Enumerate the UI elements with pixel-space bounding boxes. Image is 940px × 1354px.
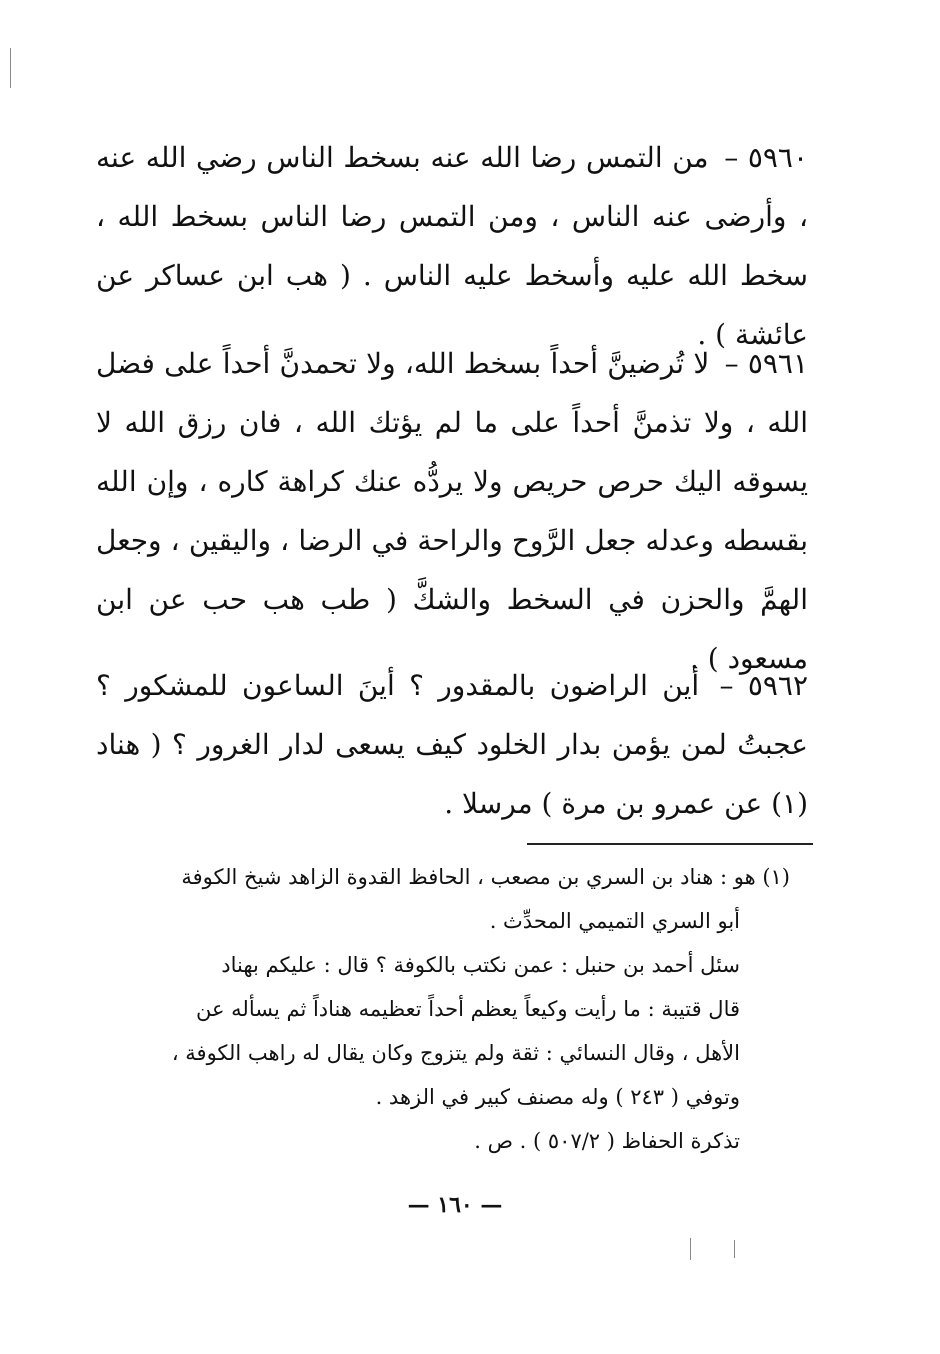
entry-number: ٥٩٦١ – <box>724 347 808 380</box>
footnote-line: (١) هو : هناد بن السري بن مصعب ، الحافظ القدوة الزاهد شيخ الكوفة <box>181 865 790 889</box>
page-number: — ١٦٠ — <box>407 1192 503 1218</box>
footnote-line: سئل أحمد بن حنبل : عمن نكتب بالكوفة ؟ قال : عليكم بهناد <box>221 953 740 977</box>
footnote-line: الأهل ، وقال النسائي : ثقة ولم يتزوج وكان يقال له راهب الكوفة ، <box>171 1041 740 1065</box>
footnotes <box>100 855 790 1163</box>
scan-artifact <box>734 1240 735 1258</box>
entry-text: لا تُرضينَّ أحداً بسخط الله، ولا تحمدنَّ أحداً على فضل الله ، ولا تذمنَّ أحداً على ما لم يؤتك الله ، فان رزق الله لا يسوقه اليك حرص حريص ولا يردُّه عنك كراهة كاره ، وإن الله بقسطه وعدله جعل الرَّوح والراحة في الرضا ، واليقين ، وجعل الهمَّ والحزن في السخط والشكَّ ( طب هب حب عن ابن مسعود ) . <box>96 347 808 675</box>
footnote-divider <box>527 843 813 845</box>
entry-text: أين الراضون بالمقدور ؟ أينَ الساعون للمشكور ؟ عجبتُ لمن يؤمن بدار الخلود كيف يسعى لدار الغرور ؟ ( هناد (١) عن عمرو بن مرة ) مرسلا . <box>96 669 808 820</box>
scan-artifact <box>10 48 11 88</box>
entry-text: من التمس رضا الله عنه بسخط الناس رضي الله عنه ، وأرضى عنه الناس ، ومن التمس رضا الناس بسخط الله ، سخط الله عليه وأسخط عليه الناس . ( هب ابن عساكر عن عائشة ) . <box>96 141 808 351</box>
hadith-entry <box>96 334 808 688</box>
footnote-line: قال قتيبة : ما رأيت وكيعاً يعظم أحداً تعظيمه هناداً ثم يسأله عن <box>195 997 740 1021</box>
footnote-line: تذكرة الحفاظ ( ٥٠٧/٢ ) . ص . <box>474 1129 740 1153</box>
entry-number: ٥٩٦٠ – <box>724 141 808 174</box>
scan-artifact <box>690 1238 691 1260</box>
footnote-line: وتوفي ( ٢٤٣ ) وله مصنف كبير في الزهد . <box>375 1085 740 1109</box>
entry-number: ٥٩٦٢ – <box>719 669 808 702</box>
footnote-line: أبو السري التميمي المحدِّث . <box>489 909 740 933</box>
hadith-entry <box>96 128 808 364</box>
hadith-entry <box>96 656 808 833</box>
